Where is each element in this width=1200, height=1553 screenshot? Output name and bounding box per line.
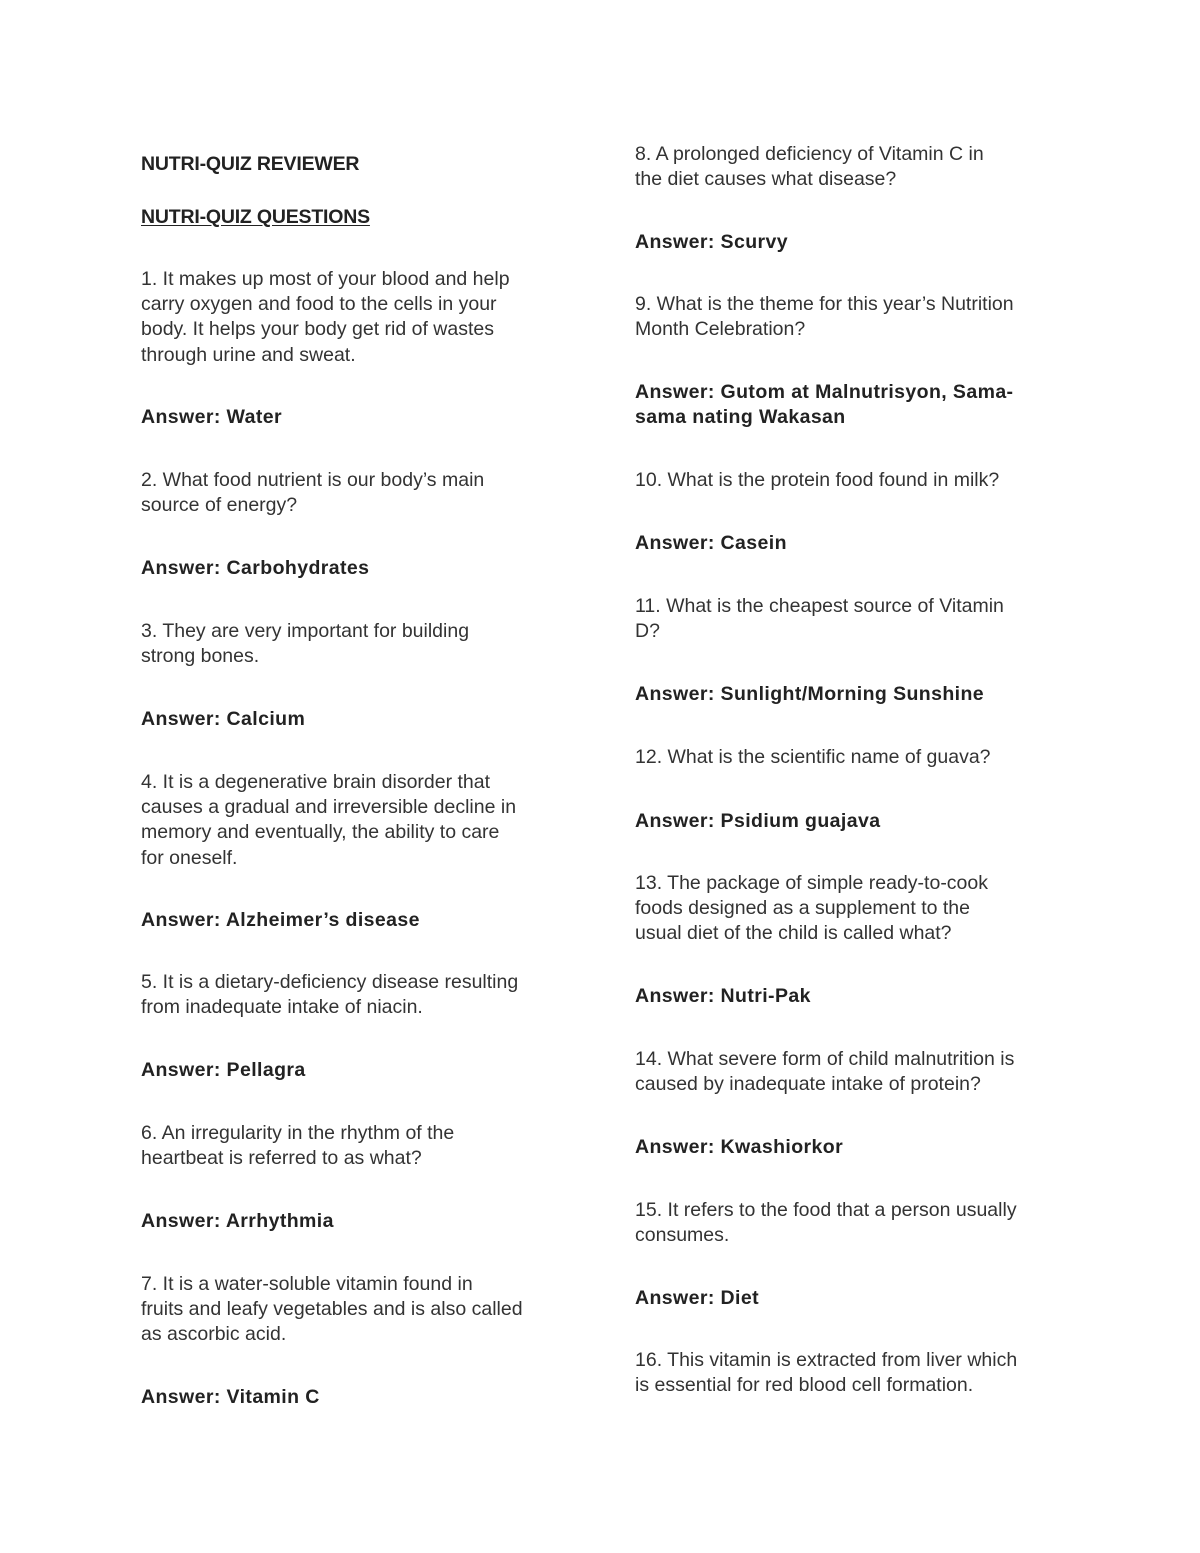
answer-11: Answer: Sunlight/Morning Sunshine [635,683,985,705]
answer-6: Answer: Arrhythmia [141,1210,334,1232]
question-11: 11. What is the cheapest source of Vitamin D? [635,595,1004,643]
answer-7: Answer: Vitamin C [141,1386,320,1408]
question-2: 2. What food nutrient is our body’s main source of energy? [141,469,485,517]
question-16: 16. This vitamin is extracted from liver which is essential for red blood cell formation. [635,1349,1018,1397]
question-8: 8. A prolonged deficiency of Vitamin C in the diet causes what disease? [635,143,984,191]
question-14: 14. What severe form of child malnutrition is caused by inadequate intake of protein? [635,1048,1015,1096]
question-1: 1. It makes up most of your blood and help carry oxygen and food to the cells in your body. It helps your body get rid of wastes through urine and sweat. [141,268,510,366]
question-3: 3. They are very important for building strong bones. [141,620,470,668]
question-10: 10. What is the protein food found in milk? [635,469,1000,491]
question-13: 13. The package of simple ready-to-cook foods designed as a supplement to the usual diet of the child is called what? [635,872,988,945]
question-4: 4. It is a degenerative brain disorder that causes a gradual and irreversible decline in memory and eventually, the ability to care for oneself. [141,771,517,869]
answer-4: Answer: Alzheimer’s disease [141,909,420,931]
question-6: 6. An irregularity in the rhythm of the heartbeat is referred to as what? [141,1122,455,1170]
answer-5: Answer: Pellagra [141,1059,306,1081]
question-12: 12. What is the scientific name of guava? [635,746,991,768]
answer-9: Answer: Gutom at Malnutrisyon, Sama- sama nating Wakasan [635,381,1014,429]
answer-12: Answer: Psidium guajava [635,810,881,832]
answer-2: Answer: Carbohydrates [141,557,370,579]
section-heading: NUTRI-QUIZ QUESTIONS [141,206,370,228]
question-5: 5. It is a dietary-deficiency disease resulting from inadequate intake of niacin. [141,971,519,1019]
answer-10: Answer: Casein [635,532,787,554]
answer-13: Answer: Nutri-Pak [635,985,811,1007]
answer-1: Answer: Water [141,406,283,428]
question-15: 15. It refers to the food that a person usually consumes. [635,1199,1017,1247]
answer-14: Answer: Kwashiorkor [635,1136,844,1158]
answer-15: Answer: Diet [635,1287,759,1309]
answer-3: Answer: Calcium [141,708,306,730]
document-title: NUTRI-QUIZ REVIEWER [141,153,360,175]
question-7: 7. It is a water-soluble vitamin found in fruits and leafy vegetables and is also called as ascorbic acid. [141,1273,523,1346]
question-9: 9. What is the theme for this year’s Nutrition Month Celebration? [635,293,1014,341]
answer-8: Answer: Scurvy [635,231,788,253]
